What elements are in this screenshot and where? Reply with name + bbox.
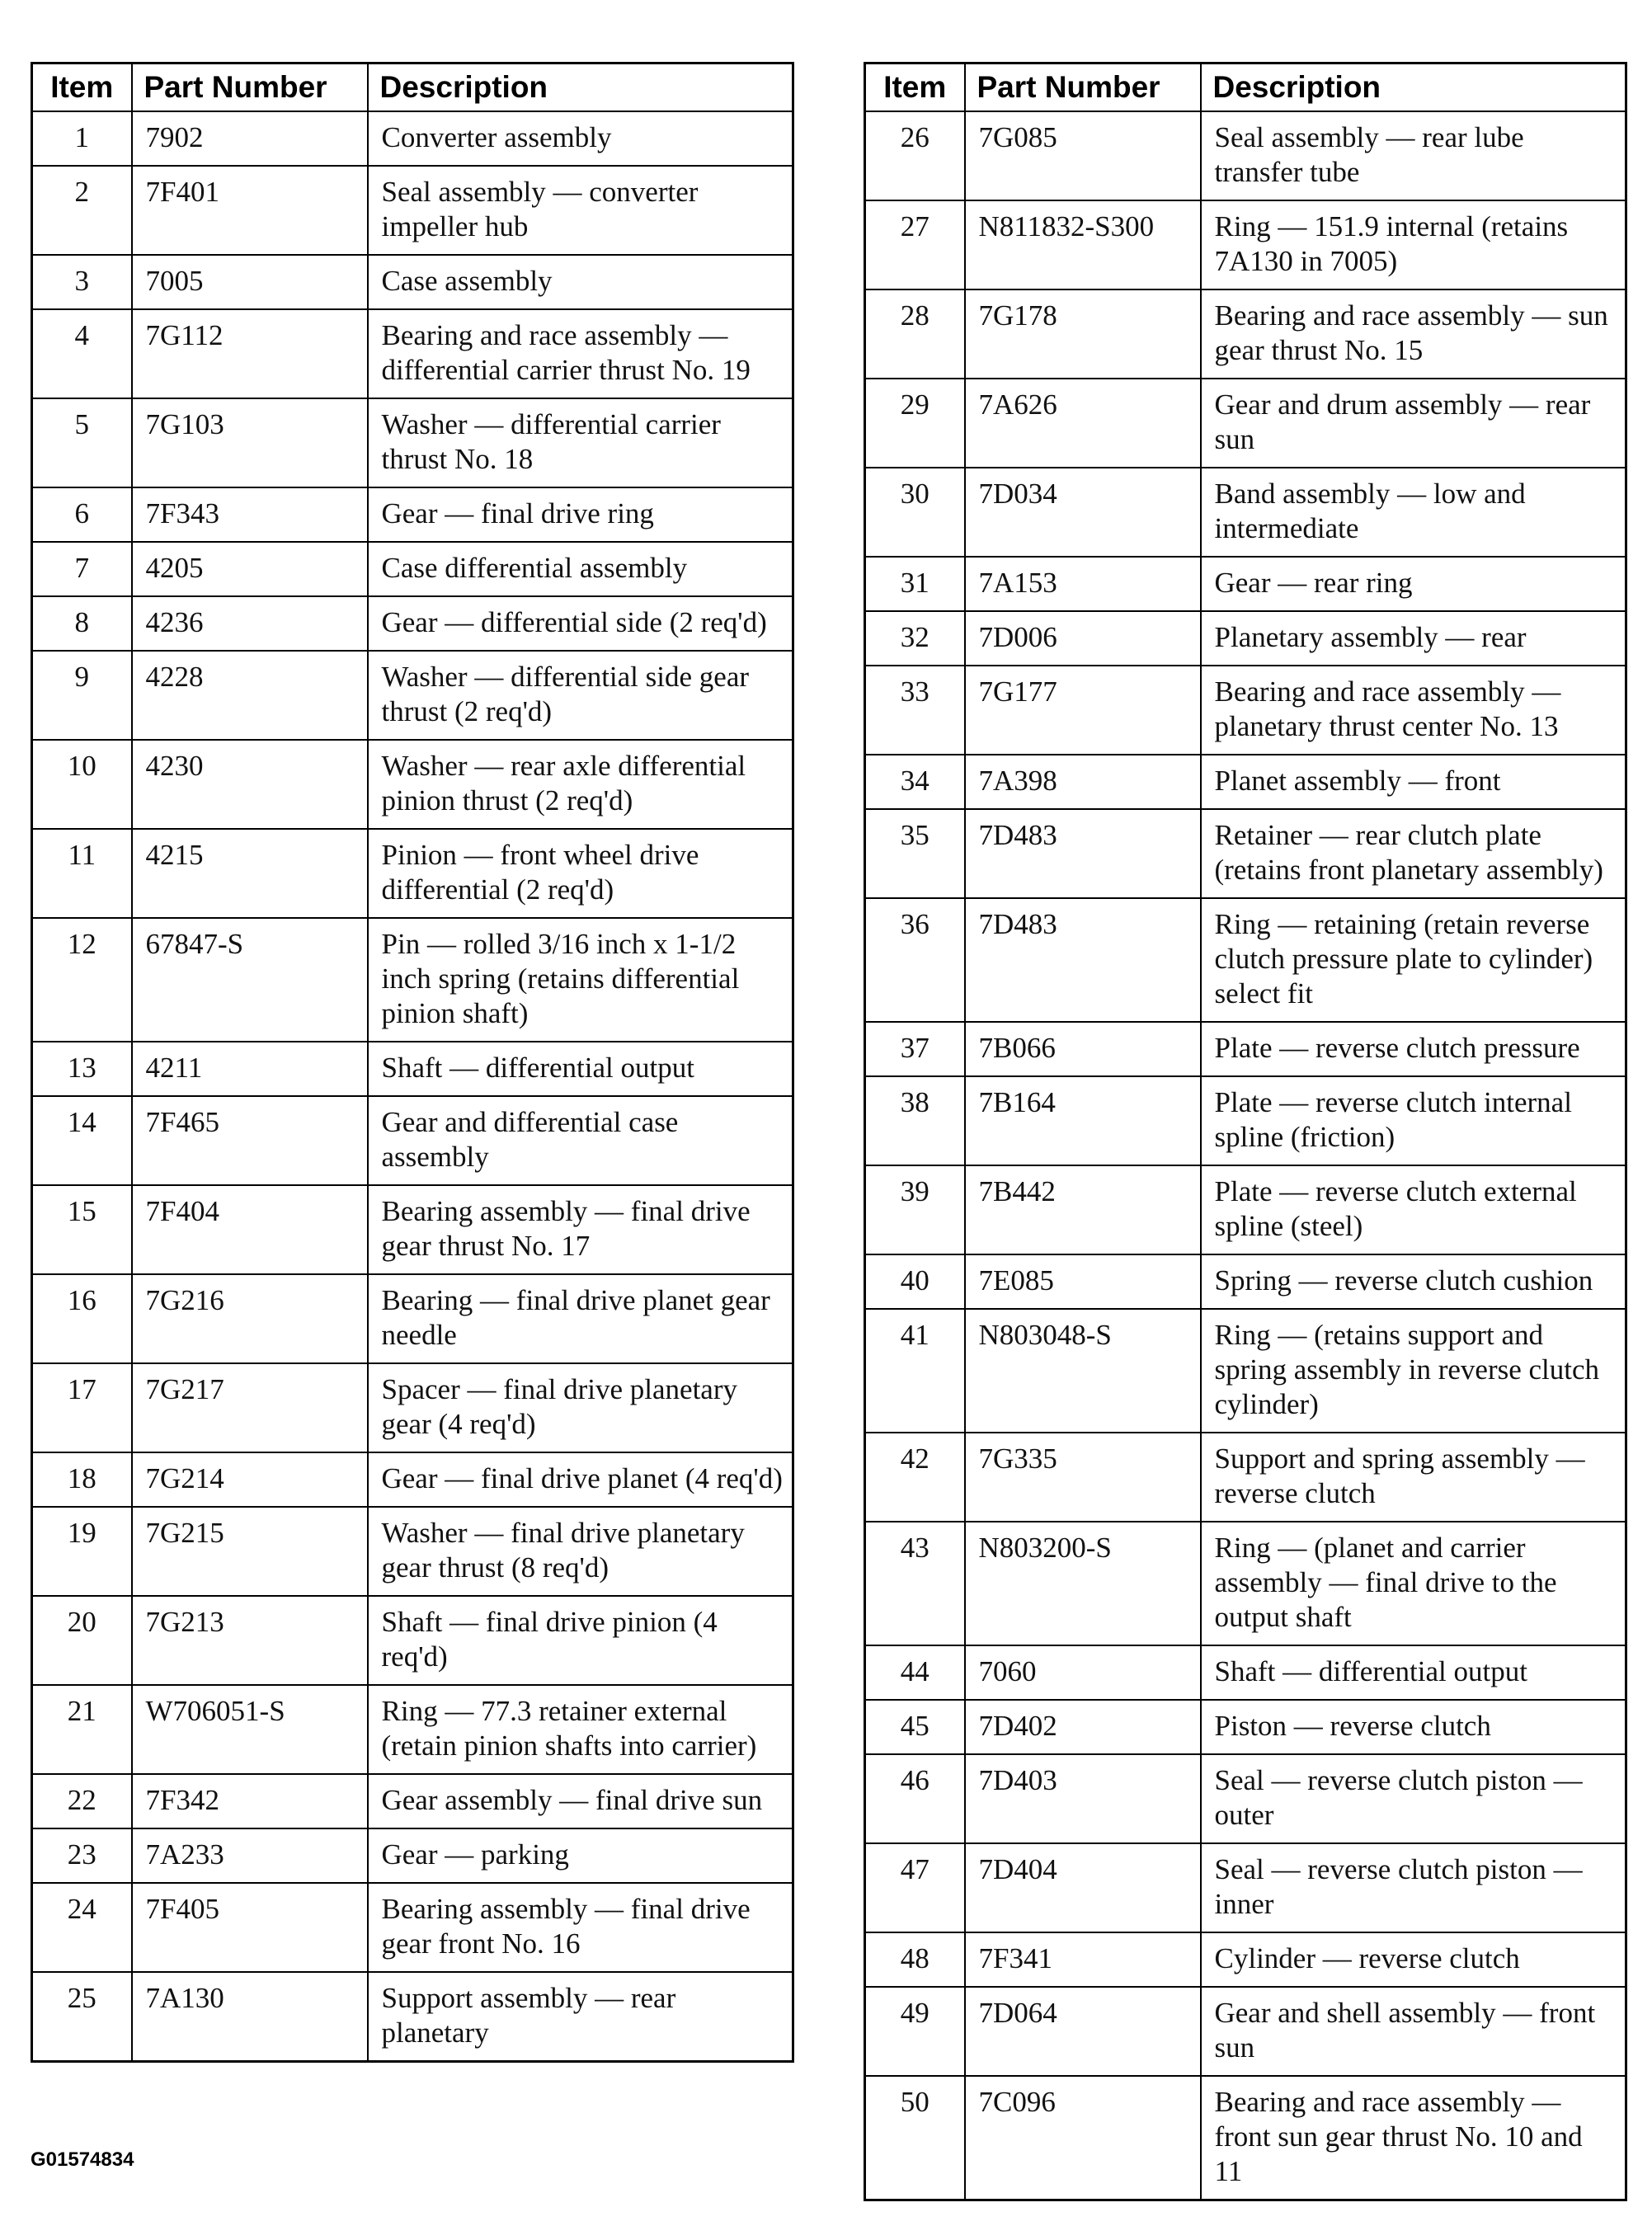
- description-cell: Ring — retaining (retain reverse clutch pressure plate to cylinder) select fit: [1201, 898, 1626, 1022]
- description-cell: Gear — parking: [368, 1828, 793, 1883]
- item-cell: 30: [865, 468, 965, 557]
- item-cell: 47: [865, 1843, 965, 1932]
- table-row: [865, 1254, 1626, 1309]
- item-cell: 23: [32, 1828, 132, 1883]
- description-cell: Spacer — final drive planetary gear (4 req'd): [368, 1363, 793, 1452]
- part-number-cell: 7G215: [132, 1507, 368, 1596]
- item-cell: 9: [32, 651, 132, 740]
- table-row: [32, 1774, 793, 1828]
- item-cell: 12: [32, 918, 132, 1042]
- part-number-cell: 7G213: [132, 1596, 368, 1685]
- item-cell: 21: [32, 1685, 132, 1774]
- description-cell: Pin — rolled 3/16 inch x 1-1/2 inch spring (retains differential pinion shaft): [368, 918, 793, 1042]
- table-row: [32, 255, 793, 309]
- item-cell: 15: [32, 1185, 132, 1274]
- part-number-cell: 7E085: [965, 1254, 1201, 1309]
- part-number-cell: 7D483: [965, 898, 1201, 1022]
- table-row: [865, 1076, 1626, 1165]
- part-number-cell: 4205: [132, 542, 368, 596]
- part-number-cell: 4215: [132, 829, 368, 918]
- description-cell: Plate — reverse clutch external spline (steel): [1201, 1165, 1626, 1254]
- description-cell: Bearing assembly — final drive gear thrust No. 17: [368, 1185, 793, 1274]
- part-number-cell: 7F404: [132, 1185, 368, 1274]
- part-number-cell: 7F401: [132, 166, 368, 255]
- header-row: [865, 64, 1626, 112]
- item-cell: 48: [865, 1932, 965, 1987]
- item-cell: 10: [32, 740, 132, 829]
- item-cell: 34: [865, 755, 965, 809]
- part-number-cell: 4228: [132, 651, 368, 740]
- part-number-cell: 7G178: [965, 289, 1201, 379]
- description-cell: Washer — differential side gear thrust (2 req'd): [368, 651, 793, 740]
- part-number-cell: 7G103: [132, 398, 368, 487]
- header-part-number: Part Number: [965, 64, 1201, 112]
- table-row: [32, 1042, 793, 1096]
- description-cell: Gear and shell assembly — front sun: [1201, 1987, 1626, 2076]
- item-cell: 39: [865, 1165, 965, 1254]
- part-number-cell: N811832-S300: [965, 200, 1201, 289]
- table-row: [865, 898, 1626, 1022]
- table-row: [32, 1274, 793, 1363]
- description-cell: Planetary assembly — rear: [1201, 611, 1626, 666]
- table-row: [32, 487, 793, 542]
- table-row: [865, 111, 1626, 200]
- part-number-cell: 7G112: [132, 309, 368, 398]
- table-row: [865, 468, 1626, 557]
- description-cell: Pinion — front wheel drive differential (2 req'd): [368, 829, 793, 918]
- header-description: Description: [368, 64, 793, 112]
- table-row: [32, 1685, 793, 1774]
- part-number-cell: N803048-S: [965, 1309, 1201, 1433]
- item-cell: 50: [865, 2076, 965, 2200]
- description-cell: Bearing assembly — final drive gear front No. 16: [368, 1883, 793, 1972]
- description-cell: Shaft — differential output: [1201, 1645, 1626, 1700]
- item-cell: 49: [865, 1987, 965, 2076]
- part-number-cell: 7A626: [965, 379, 1201, 468]
- description-cell: Shaft — final drive pinion (4 req'd): [368, 1596, 793, 1685]
- item-cell: 13: [32, 1042, 132, 1096]
- description-cell: Bearing — final drive planet gear needle: [368, 1274, 793, 1363]
- description-cell: Bearing and race assembly — front sun gear thrust No. 10 and 11: [1214, 2086, 1583, 2187]
- table-row: [32, 111, 793, 166]
- parts-table-right-body: [865, 111, 1626, 2200]
- table-row: [32, 1452, 793, 1507]
- description-cell: Support assembly — rear planetary: [381, 1982, 676, 2049]
- item-cell: 4: [32, 309, 132, 398]
- table-row: [865, 1754, 1626, 1843]
- table-row: [865, 1987, 1626, 2076]
- table-row: [32, 398, 793, 487]
- table-row: [865, 1700, 1626, 1754]
- table-row: [32, 1507, 793, 1596]
- description-cell: Gear — final drive planet (4 req'd): [368, 1452, 793, 1507]
- part-number-cell: 7A233: [132, 1828, 368, 1883]
- table-row: [865, 200, 1626, 289]
- description-cell: Seal assembly — rear lube transfer tube: [1201, 111, 1626, 200]
- item-cell: 32: [865, 611, 965, 666]
- table-row: [32, 309, 793, 398]
- part-number-cell: 7G214: [132, 1452, 368, 1507]
- table-row: [865, 611, 1626, 666]
- item-cell: 14: [32, 1096, 132, 1185]
- description-cell: Ring — 77.3 retainer external (retain pinion shafts into carrier): [368, 1685, 793, 1774]
- header-item: Item: [865, 64, 965, 112]
- item-cell: 27: [865, 200, 965, 289]
- description-cell: Washer — final drive planetary gear thrust (8 req'd): [368, 1507, 793, 1596]
- part-number-cell: 4211: [132, 1042, 368, 1096]
- table-row: [865, 809, 1626, 898]
- description-cell: Bearing and race assembly — sun gear thrust No. 15: [1201, 289, 1626, 379]
- table-row: [32, 1185, 793, 1274]
- description-cell: Retainer — rear clutch plate (retains front planetary assembly): [1201, 809, 1626, 898]
- table-row: [865, 1022, 1626, 1076]
- item-cell: 19: [32, 1507, 132, 1596]
- description-cell: Plate — reverse clutch pressure: [1201, 1022, 1626, 1076]
- part-number-cell: 7902: [132, 111, 368, 166]
- item-cell: 20: [32, 1596, 132, 1685]
- description-cell: Gear and drum assembly — rear sun: [1201, 379, 1626, 468]
- header-item: Item: [32, 64, 132, 112]
- item-cell: 35: [865, 809, 965, 898]
- table-row: [32, 1828, 793, 1883]
- part-number-cell: 7C096: [965, 2076, 1201, 2200]
- part-number-cell: 7F343: [132, 487, 368, 542]
- table-row: [865, 666, 1626, 755]
- item-cell: 1: [32, 111, 132, 166]
- item-cell: 7: [32, 542, 132, 596]
- part-number-cell: N803200-S: [965, 1522, 1201, 1645]
- description-cell: Bearing and race assembly — differential carrier thrust No. 19: [368, 309, 793, 398]
- item-cell: 28: [865, 289, 965, 379]
- item-cell: 44: [865, 1645, 965, 1700]
- description-cell: Gear and differential case assembly: [368, 1096, 793, 1185]
- part-number-cell: 7D404: [965, 1843, 1201, 1932]
- item-cell: 29: [865, 379, 965, 468]
- description-cell: Piston — reverse clutch: [1201, 1700, 1626, 1754]
- item-cell: 2: [32, 166, 132, 255]
- header-description: Description: [1201, 64, 1626, 112]
- item-cell: 42: [865, 1433, 965, 1522]
- description-cell: Planet assembly — front: [1201, 755, 1626, 809]
- description-cell: Seal — reverse clutch piston — outer: [1201, 1754, 1626, 1843]
- part-number-cell: 7A398: [965, 755, 1201, 809]
- header-row: [32, 64, 793, 112]
- table-row: [865, 1645, 1626, 1700]
- item-cell: 46: [865, 1754, 965, 1843]
- part-number-cell: 7G177: [965, 666, 1201, 755]
- item-cell: 3: [32, 255, 132, 309]
- description-cell: Case assembly: [368, 255, 793, 309]
- description-cell: Cylinder — reverse clutch: [1201, 1932, 1626, 1987]
- part-number-cell: 7F465: [132, 1096, 368, 1185]
- description-cell: Plate — reverse clutch internal spline (friction): [1201, 1076, 1626, 1165]
- part-number-cell: 7B164: [965, 1076, 1201, 1165]
- item-cell: 38: [865, 1076, 965, 1165]
- description-cell: Washer — differential carrier thrust No. 18: [368, 398, 793, 487]
- table-row: [865, 379, 1626, 468]
- table-row: [32, 1972, 793, 2062]
- part-number-cell: 7G085: [965, 111, 1201, 200]
- description-cell: Gear — differential side (2 req'd): [368, 596, 793, 651]
- item-cell: 6: [32, 487, 132, 542]
- table-row: [32, 1596, 793, 1685]
- item-cell: 25: [32, 1972, 132, 2062]
- part-number-cell: 7D403: [965, 1754, 1201, 1843]
- part-number-cell: 7G335: [965, 1433, 1201, 1522]
- description-cell: Shaft — differential output: [368, 1042, 793, 1096]
- table-row: [32, 651, 793, 740]
- table-row: [32, 829, 793, 918]
- part-number-cell: 7D402: [965, 1700, 1201, 1754]
- description-cell: Gear assembly — final drive sun: [368, 1774, 793, 1828]
- part-number-cell: 7B066: [965, 1022, 1201, 1076]
- description-cell: Ring — (retains support and spring assembly in reverse clutch cylinder): [1201, 1309, 1626, 1433]
- item-cell: 18: [32, 1452, 132, 1507]
- item-cell: 26: [865, 111, 965, 200]
- description-cell: Seal assembly — converter impeller hub: [368, 166, 793, 255]
- item-cell: 45: [865, 1700, 965, 1754]
- part-number-cell: 7005: [132, 255, 368, 309]
- description-cell: Ring — (planet and carrier assembly — final drive to the output shaft: [1201, 1522, 1626, 1645]
- part-number-cell: 67847-S: [132, 918, 368, 1042]
- description-cell: Converter assembly: [368, 111, 793, 166]
- table-row: [865, 289, 1626, 379]
- table-row: [865, 1165, 1626, 1254]
- table-row: [32, 542, 793, 596]
- item-cell: 33: [865, 666, 965, 755]
- table-row: [865, 1433, 1626, 1522]
- description-cell: Gear — final drive ring: [368, 487, 793, 542]
- figure-id: G01574834: [31, 2148, 134, 2171]
- table-row: [865, 755, 1626, 809]
- table-row: [32, 1363, 793, 1452]
- part-number-cell: 7G217: [132, 1363, 368, 1452]
- part-number-cell: 4230: [132, 740, 368, 829]
- table-row: [32, 166, 793, 255]
- parts-table-left-body: [32, 111, 793, 2062]
- item-cell: 11: [32, 829, 132, 918]
- item-cell: 43: [865, 1522, 965, 1645]
- description-cell: Support and spring assembly — reverse clutch: [1201, 1433, 1626, 1522]
- item-cell: 22: [32, 1774, 132, 1828]
- description-cell: Spring — reverse clutch cushion: [1201, 1254, 1626, 1309]
- table-row: [32, 596, 793, 651]
- table-row: [865, 1309, 1626, 1433]
- description-cell: Gear — rear ring: [1201, 557, 1626, 611]
- parts-table-right: [864, 62, 1627, 2201]
- item-cell: 36: [865, 898, 965, 1022]
- item-cell: 40: [865, 1254, 965, 1309]
- item-cell: 24: [32, 1883, 132, 1972]
- table-row: [865, 2076, 1626, 2200]
- part-number-cell: 7F341: [965, 1932, 1201, 1987]
- parts-table-left: [31, 62, 794, 2063]
- part-number-cell: 7D006: [965, 611, 1201, 666]
- description-cell: Bearing and race assembly — planetary thrust center No. 13: [1201, 666, 1626, 755]
- item-cell: 5: [32, 398, 132, 487]
- description-cell: Band assembly — low and intermediate: [1201, 468, 1626, 557]
- item-cell: 17: [32, 1363, 132, 1452]
- item-cell: 41: [865, 1309, 965, 1433]
- table-row: [32, 1096, 793, 1185]
- part-number-cell: 7B442: [965, 1165, 1201, 1254]
- part-number-cell: 7A130: [132, 1972, 368, 2062]
- part-number-cell: 7D483: [965, 809, 1201, 898]
- item-cell: 8: [32, 596, 132, 651]
- description-cell: Seal — reverse clutch piston — inner: [1201, 1843, 1626, 1932]
- part-number-cell: 7060: [965, 1645, 1201, 1700]
- item-cell: 31: [865, 557, 965, 611]
- description-cell: Case differential assembly: [368, 542, 793, 596]
- table-row: [865, 1522, 1626, 1645]
- part-number-cell: 4236: [132, 596, 368, 651]
- item-cell: 16: [32, 1274, 132, 1363]
- part-number-cell: 7D064: [965, 1987, 1201, 2076]
- part-number-cell: 7D034: [965, 468, 1201, 557]
- part-number-cell: W706051-S: [132, 1685, 368, 1774]
- table-row: [32, 1883, 793, 1972]
- table-row: [865, 557, 1626, 611]
- table-row: [865, 1843, 1626, 1932]
- description-cell: Washer — rear axle differential pinion thrust (2 req'd): [368, 740, 793, 829]
- table-row: [865, 1932, 1626, 1987]
- part-number-cell: 7F342: [132, 1774, 368, 1828]
- table-row: [32, 740, 793, 829]
- part-number-cell: 7F405: [132, 1883, 368, 1972]
- table-row: [32, 918, 793, 1042]
- description-cell: Ring — 151.9 internal (retains 7A130 in 7005): [1201, 200, 1626, 289]
- part-number-cell: 7A153: [965, 557, 1201, 611]
- part-number-cell: 7G216: [132, 1274, 368, 1363]
- header-part-number: Part Number: [132, 64, 368, 112]
- item-cell: 37: [865, 1022, 965, 1076]
